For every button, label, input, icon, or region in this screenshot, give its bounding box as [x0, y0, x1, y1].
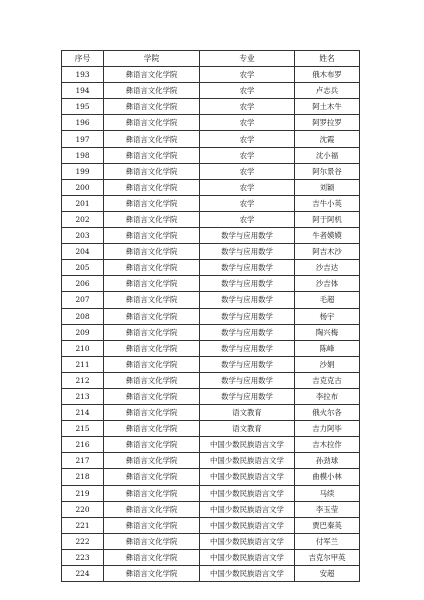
cell-name: 吉克克古 — [295, 372, 360, 388]
cell-name: 刘颖 — [295, 179, 360, 195]
cell-college: 彝语言文化学院 — [104, 533, 200, 549]
table-row — [62, 131, 360, 147]
table-row — [62, 163, 360, 179]
table-row — [62, 147, 360, 163]
header-college: 学院 — [104, 51, 200, 67]
cell-name: 沈霞 — [295, 131, 360, 147]
cell-name: 卢志兵 — [295, 83, 360, 99]
table-row — [62, 195, 360, 211]
cell-college: 彝语言文化学院 — [104, 517, 200, 533]
cell-college: 彝语言文化学院 — [104, 388, 200, 404]
cell-name: 李拉布 — [295, 388, 360, 404]
table-row — [62, 469, 360, 485]
cell-seq: 196 — [62, 115, 104, 131]
cell-seq: 217 — [62, 453, 104, 469]
table-row — [62, 405, 360, 421]
cell-major: 数学与应用数学 — [200, 292, 295, 308]
cell-major: 农学 — [200, 179, 295, 195]
cell-seq: 208 — [62, 308, 104, 324]
cell-name: 沙吉达 — [295, 260, 360, 276]
cell-major: 中国少数民族语言文学 — [200, 501, 295, 517]
table-row — [62, 211, 360, 227]
cell-college: 彝语言文化学院 — [104, 324, 200, 340]
cell-seq: 221 — [62, 517, 104, 533]
cell-seq: 193 — [62, 67, 104, 83]
cell-college: 彝语言文化学院 — [104, 566, 200, 582]
table-row — [62, 340, 360, 356]
table-row — [62, 324, 360, 340]
cell-college: 彝语言文化学院 — [104, 405, 200, 421]
cell-name: 马续 — [295, 485, 360, 501]
cell-seq: 215 — [62, 421, 104, 437]
table-row — [62, 67, 360, 83]
cell-seq: 212 — [62, 372, 104, 388]
cell-college: 彝语言文化学院 — [104, 421, 200, 437]
cell-name: 阿尔景谷 — [295, 163, 360, 179]
cell-name: 沈小福 — [295, 147, 360, 163]
table-row — [62, 115, 360, 131]
cell-major: 农学 — [200, 83, 295, 99]
cell-major: 农学 — [200, 163, 295, 179]
cell-seq: 203 — [62, 228, 104, 244]
cell-college: 彝语言文化学院 — [104, 179, 200, 195]
cell-seq: 199 — [62, 163, 104, 179]
cell-major: 数学与应用数学 — [200, 324, 295, 340]
table-row — [62, 356, 360, 372]
cell-major: 中国少数民族语言文学 — [200, 549, 295, 565]
table-row — [62, 485, 360, 501]
cell-major: 语文教育 — [200, 421, 295, 437]
cell-seq: 194 — [62, 83, 104, 99]
cell-college: 彝语言文化学院 — [104, 147, 200, 163]
cell-college: 彝语言文化学院 — [104, 437, 200, 453]
table-row — [62, 566, 360, 582]
cell-name: 贾巴秦英 — [295, 517, 360, 533]
student-roster-table — [61, 50, 360, 582]
header-name: 姓名 — [295, 51, 360, 67]
cell-seq: 200 — [62, 179, 104, 195]
cell-name: 安超 — [295, 566, 360, 582]
cell-major: 农学 — [200, 147, 295, 163]
cell-seq: 223 — [62, 549, 104, 565]
table-header-row — [62, 51, 360, 67]
cell-major: 数学与应用数学 — [200, 308, 295, 324]
table-row — [62, 501, 360, 517]
cell-seq: 213 — [62, 388, 104, 404]
cell-major: 中国少数民族语言文学 — [200, 469, 295, 485]
cell-name: 沙娟 — [295, 356, 360, 372]
cell-seq: 209 — [62, 324, 104, 340]
cell-college: 彝语言文化学院 — [104, 308, 200, 324]
cell-name: 吉牛小英 — [295, 195, 360, 211]
cell-college: 彝语言文化学院 — [104, 131, 200, 147]
table-row — [62, 179, 360, 195]
cell-name: 阿吉木沙 — [295, 244, 360, 260]
table-row — [62, 421, 360, 437]
cell-seq: 218 — [62, 469, 104, 485]
cell-seq: 205 — [62, 260, 104, 276]
cell-college: 彝语言文化学院 — [104, 244, 200, 260]
cell-seq: 197 — [62, 131, 104, 147]
cell-name: 陈峰 — [295, 340, 360, 356]
table-row — [62, 517, 360, 533]
cell-major: 中国少数民族语言文学 — [200, 453, 295, 469]
cell-name: 曲模小林 — [295, 469, 360, 485]
cell-name: 杨宇 — [295, 308, 360, 324]
cell-major: 农学 — [200, 131, 295, 147]
cell-college: 彝语言文化学院 — [104, 340, 200, 356]
cell-name: 阿罗拉罗 — [295, 115, 360, 131]
cell-name: 俄火尔各 — [295, 405, 360, 421]
cell-seq: 214 — [62, 405, 104, 421]
cell-college: 彝语言文化学院 — [104, 195, 200, 211]
cell-seq: 211 — [62, 356, 104, 372]
cell-college: 彝语言文化学院 — [104, 356, 200, 372]
cell-name: 孙劲球 — [295, 453, 360, 469]
cell-seq: 220 — [62, 501, 104, 517]
cell-college: 彝语言文化学院 — [104, 260, 200, 276]
cell-seq: 224 — [62, 566, 104, 582]
cell-college: 彝语言文化学院 — [104, 276, 200, 292]
cell-college: 彝语言文化学院 — [104, 453, 200, 469]
cell-college: 彝语言文化学院 — [104, 99, 200, 115]
cell-major: 数学与应用数学 — [200, 228, 295, 244]
cell-seq: 207 — [62, 292, 104, 308]
cell-name: 陶兴梅 — [295, 324, 360, 340]
table-row — [62, 372, 360, 388]
cell-seq: 210 — [62, 340, 104, 356]
cell-name: 牛者嫫嫫 — [295, 228, 360, 244]
cell-name: 阿于阿机 — [295, 211, 360, 227]
table-row — [62, 437, 360, 453]
table-row — [62, 453, 360, 469]
cell-major: 农学 — [200, 99, 295, 115]
cell-college: 彝语言文化学院 — [104, 115, 200, 131]
cell-seq: 219 — [62, 485, 104, 501]
table-row — [62, 228, 360, 244]
cell-college: 彝语言文化学院 — [104, 549, 200, 565]
cell-seq: 202 — [62, 211, 104, 227]
cell-major: 农学 — [200, 195, 295, 211]
cell-name: 吉木拉作 — [295, 437, 360, 453]
table-row — [62, 292, 360, 308]
cell-seq: 201 — [62, 195, 104, 211]
cell-major: 数学与应用数学 — [200, 388, 295, 404]
cell-major: 数学与应用数学 — [200, 356, 295, 372]
cell-college: 彝语言文化学院 — [104, 67, 200, 83]
table-row — [62, 99, 360, 115]
cell-major: 数学与应用数学 — [200, 276, 295, 292]
cell-seq: 206 — [62, 276, 104, 292]
cell-major: 语文教育 — [200, 405, 295, 421]
cell-seq: 198 — [62, 147, 104, 163]
table-row — [62, 260, 360, 276]
table-row — [62, 533, 360, 549]
cell-major: 中国少数民族语言文学 — [200, 566, 295, 582]
cell-seq: 216 — [62, 437, 104, 453]
table-row — [62, 244, 360, 260]
table-row — [62, 308, 360, 324]
cell-major: 中国少数民族语言文学 — [200, 485, 295, 501]
table-row — [62, 83, 360, 99]
cell-major: 农学 — [200, 115, 295, 131]
cell-college: 彝语言文化学院 — [104, 83, 200, 99]
cell-major: 中国少数民族语言文学 — [200, 533, 295, 549]
cell-college: 彝语言文化学院 — [104, 211, 200, 227]
cell-college: 彝语言文化学院 — [104, 372, 200, 388]
header-seq: 序号 — [62, 51, 104, 67]
cell-college: 彝语言文化学院 — [104, 228, 200, 244]
cell-major: 数学与应用数学 — [200, 244, 295, 260]
cell-seq: 204 — [62, 244, 104, 260]
table-row — [62, 549, 360, 565]
table-body — [62, 67, 360, 582]
cell-major: 农学 — [200, 67, 295, 83]
cell-major: 数学与应用数学 — [200, 340, 295, 356]
cell-name: 吉力阿毕 — [295, 421, 360, 437]
header-major: 专业 — [200, 51, 295, 67]
cell-name: 付军兰 — [295, 533, 360, 549]
cell-major: 农学 — [200, 211, 295, 227]
cell-name: 毛超 — [295, 292, 360, 308]
cell-college: 彝语言文化学院 — [104, 163, 200, 179]
cell-name: 俄木布罗 — [295, 67, 360, 83]
cell-name: 阿土木牛 — [295, 99, 360, 115]
cell-name: 沙吉体 — [295, 276, 360, 292]
cell-college: 彝语言文化学院 — [104, 292, 200, 308]
table-row — [62, 276, 360, 292]
cell-college: 彝语言文化学院 — [104, 485, 200, 501]
cell-major: 数学与应用数学 — [200, 372, 295, 388]
cell-major: 中国少数民族语言文学 — [200, 437, 295, 453]
cell-name: 李玉莹 — [295, 501, 360, 517]
cell-seq: 222 — [62, 533, 104, 549]
cell-seq: 195 — [62, 99, 104, 115]
cell-college: 彝语言文化学院 — [104, 501, 200, 517]
cell-name: 吉克尔甲英 — [295, 549, 360, 565]
cell-college: 彝语言文化学院 — [104, 469, 200, 485]
table-row — [62, 388, 360, 404]
cell-major: 数学与应用数学 — [200, 260, 295, 276]
cell-major: 中国少数民族语言文学 — [200, 517, 295, 533]
